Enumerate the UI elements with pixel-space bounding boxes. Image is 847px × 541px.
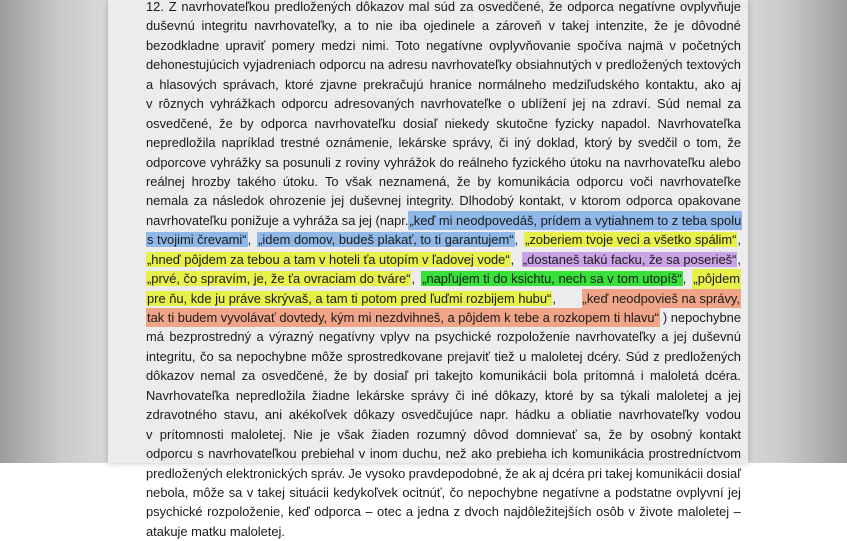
text-line: Navrhovateľka nepredložila žiadne lekárske správy či iné dôkazy, ktoré by sa týkali maloletej a jej	[146, 387, 741, 403]
text-line: nepredložila napríklad trestné oznámenie, lekárske správy, či iný doklad, ktorý by svedčil o tom, že	[146, 135, 741, 151]
text-line: zdravotného stavu, ani akékoľvek dôkazy osvedčujúce napr. hádku a obliatie navrhovateľky vodou	[146, 407, 741, 423]
text-line: a hlasových správach, ktoré zjavne prekračujú hranice normálneho medziľudského kontaktu, ako aj	[146, 76, 741, 92]
highlighted-quote: „hneď pôjdem za tebou a tam v hoteli ťa utopím v ľadovej vode“	[147, 251, 510, 267]
text-line: bezodkladne upraviť pomery medzi nimi. Toto negatívne ovplyvňovanie spočíva najmä v početných	[146, 37, 741, 53]
text-line: má bezprostredný a výrazný negatívny vplyv na psychické rozpoloženie navrhovateľky a jej duševnú	[146, 329, 741, 345]
text-segment: ,	[411, 271, 416, 287]
highlighted-quote: „zoberiem tvoje veci a všetko spálim“	[525, 232, 737, 248]
highlighted-quote: „keď neodpovieš na správy,	[582, 289, 741, 308]
text-line	[146, 230, 741, 249]
highlighted-quote: pre ňu, kde ju práve skrývaš, a tam ti potom pred ľuďmi rozbijem hubu“	[147, 290, 552, 306]
text-line: odporcu s navrhovateľkou prebiehal v inom duchu, než ako prebieha ich komunikácia prostredníctvom	[146, 446, 741, 462]
highlighted-quote: „pôjdem	[692, 269, 741, 288]
text-line: psychické rozpoloženie, keď odporca – otec a jedna z dvoch najdôležitejších osôb v živote maloletej –	[146, 504, 741, 520]
text-segment: ,	[737, 232, 741, 248]
text-line: v prítomnosti maloletej. Nie je však žiaden rozumný dôvod domnievať sa, že by osobný kontakt	[146, 426, 741, 442]
highlighted-quote: „dostaneš takú facku, že sa poserieš“	[522, 251, 737, 267]
text-line: odporcove vyhrážky sa posunuli z roviny vyhrážok do reálneho fyzického útoku na navrhovateľku alebo	[146, 154, 741, 170]
text-line-last: atakuje matku maloletej.	[146, 523, 286, 539]
text-line	[146, 289, 741, 308]
text-line: nebola, môže sa v takej situácii kedykoľvek ocitnúť, čo nepochybne negatívne a podstatne ovplyvní jej	[146, 484, 741, 500]
text-line	[146, 269, 741, 288]
text-line: osvedčené, že by odporca navrhovateľku dosiaľ niekedy skutočne fyzicky napadol. Navrhovateľka	[146, 115, 741, 131]
text-segment: ) nepochybne	[662, 310, 741, 325]
highlighted-quote: „napľujem ti do ksichtu, nech sa v tom utopíš“	[422, 271, 682, 287]
paragraph-12	[146, 0, 741, 541]
text-segment: navrhovateľku ponižuje a vyhráža sa jej (napr.	[146, 212, 409, 228]
highlighted-quote: s tvojimi črevami“	[147, 232, 247, 248]
highlighted-quote: „keď mi neodpovedáš, prídem a vytiahnem to z teba spolu	[408, 211, 742, 230]
text-line	[146, 211, 741, 230]
text-segment: ,	[514, 232, 519, 248]
highlighted-quote: „prvé, čo spravím, je, že ťa ovraciam do tváre“	[147, 271, 411, 287]
text-line: duševnú integritu navrhovateľky, a to nie iba ojedinele a zároveň v takej intenzite, že je dôvodné	[146, 18, 741, 34]
text-segment: ,	[510, 251, 515, 267]
text-line	[146, 308, 741, 327]
text-line: reálnej hrozby takého útoku. To však neznamená, že by komunikácia odporcu voči navrhovateľke	[146, 173, 741, 189]
text-segment: ,	[682, 271, 687, 287]
text-line: nemala za následok ohrozenie jej duševnej integrity. Dlhodobý kontakt, v ktorom odporca opakovane	[146, 193, 741, 209]
text-line: integritu, čo sa nepochybne môže sprostredkovane prejaviť tiež u maloletej dcéry. Súd z predložených	[146, 348, 741, 364]
text-line: v rôznych vyhrážkach odporcu adresovaných navrhovateľke o ublížení jej na zdraví. Súd nemal za	[146, 96, 741, 112]
text-line: 12. Z navrhovateľkou predložených dôkazov mal súd za osvedčené, že odporca negatívne ovplyvňuje	[146, 0, 741, 14]
text-line: predložených elektronických správ. Je vysoko pravdepodobné, že ak aj dcéra pri takej komunikácii dosiaľ	[146, 465, 741, 481]
highlighted-quote: tak ti budem vyvolávať dovtedy, kým mi nezdvihneš, a pôjdem k tebe a rozkopem ti hlavu“	[146, 308, 660, 327]
text-segment: ,	[552, 290, 556, 306]
text-segment: ,	[247, 232, 252, 248]
highlighted-quote: „idem domov, budeš plakať, to ti garantujem“	[258, 232, 514, 248]
text-segment: ,	[737, 251, 741, 267]
text-line	[146, 250, 741, 269]
text-line: dôkazov nemal za osvedčené, že by dosiaľ pri takejto komunikácii bola prítomná i maloletá dcéra.	[146, 368, 741, 384]
text-line: dehonestujúcich vyjadreniach odporcu na adresu navrhovateľky obsiahnutých v predložených textových	[146, 57, 741, 73]
